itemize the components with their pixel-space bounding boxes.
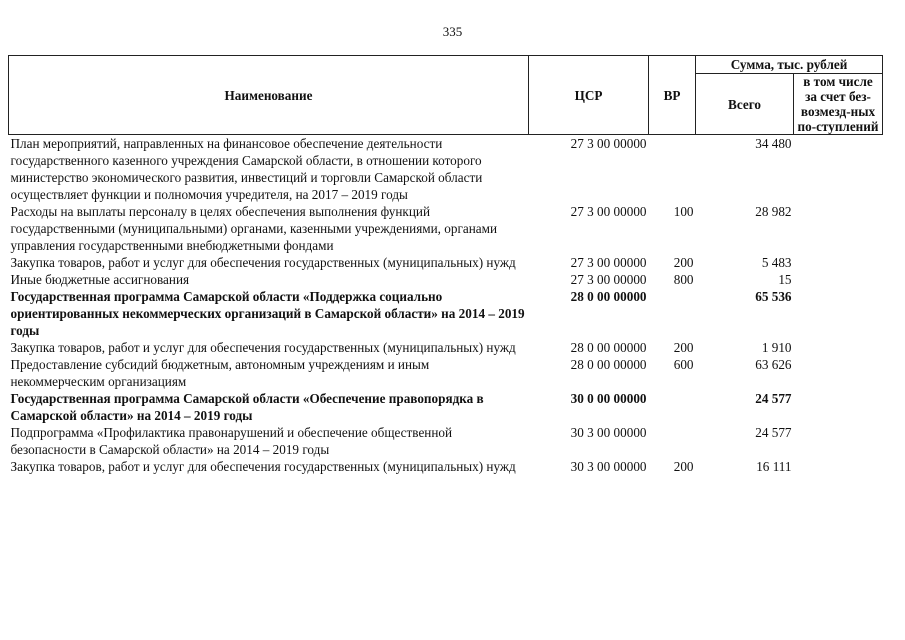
table-body	[9, 135, 883, 476]
table-row	[9, 458, 883, 475]
row-csr: 28 0 00 00000	[570, 289, 647, 304]
row-free	[794, 288, 883, 339]
row-total: 5 483	[761, 255, 792, 270]
row-total: 1 910	[761, 340, 792, 355]
header-csr: ЦСР	[529, 56, 649, 135]
row-vr: 100	[673, 204, 694, 219]
row-vr	[649, 390, 696, 424]
row-total: 65 536	[755, 289, 792, 304]
row-vr: 200	[673, 340, 694, 355]
row-name: Расходы на выплаты персоналу в целях обеспечения выполнения функций государственными (муниципальными) органами, казенными учреждениями, органами управления государственными внебюджетными фондами	[10, 204, 498, 253]
table-header	[9, 56, 883, 135]
table-row	[9, 135, 883, 204]
row-vr	[649, 288, 696, 339]
header-vr: ВР	[649, 56, 696, 135]
row-total: 28 982	[755, 204, 792, 219]
row-total: 34 480	[755, 136, 792, 151]
table-row	[9, 356, 883, 390]
row-free	[794, 254, 883, 271]
row-name: Государственная программа Самарской области «Поддержка социально ориентированных некоммерческих организаций в Самарской области» на 2014 – 2019 годы	[10, 289, 525, 338]
table-row	[9, 390, 883, 424]
row-name: Предоставление субсидий бюджетным, автономным учреждениям и иным некоммерческим организациям	[10, 357, 430, 389]
row-csr: 27 3 00 00000	[570, 255, 647, 270]
row-csr: 28 0 00 00000	[570, 340, 647, 355]
row-total: 63 626	[755, 357, 792, 372]
row-free	[794, 339, 883, 356]
table-row	[9, 203, 883, 254]
row-name: Закупка товаров, работ и услуг для обеспечения государственных (муниципальных) нужд	[10, 340, 516, 355]
row-vr: 200	[673, 255, 694, 270]
table-row	[9, 424, 883, 458]
row-csr: 30 0 00 00000	[570, 391, 647, 406]
row-free	[794, 356, 883, 390]
header-free: в том числе за счет без-возмезд-ных по-ступлений	[794, 74, 883, 135]
row-free	[794, 424, 883, 458]
row-csr: 30 3 00 00000	[570, 425, 647, 440]
row-vr	[649, 135, 696, 204]
row-name: План мероприятий, направленных на финансовое обеспечение деятельности государственного казенного учреждения Самарской области, в отношении которого министерство экономического развития, инвестиций и торговли Самарской области осуществляет функции и полномочия учредителя, на 2017 – 2019 годы	[10, 136, 483, 202]
row-name: Государственная программа Самарской области «Обеспечение правопорядка в Самарской области» на 2014 – 2019 годы	[10, 391, 484, 423]
table-row	[9, 271, 883, 288]
row-name: Иные бюджетные ассигнования	[10, 272, 190, 287]
table-row	[9, 288, 883, 339]
row-total: 24 577	[755, 425, 792, 440]
row-free	[794, 135, 883, 204]
row-total: 15	[778, 272, 792, 287]
row-free	[794, 203, 883, 254]
table-row	[9, 339, 883, 356]
row-vr: 800	[673, 272, 694, 287]
header-total: Всего	[696, 74, 794, 135]
budget-table	[8, 55, 883, 475]
row-vr	[649, 424, 696, 458]
row-vr: 200	[673, 459, 694, 474]
row-total: 16 111	[756, 459, 792, 474]
row-free	[794, 458, 883, 475]
row-free	[794, 271, 883, 288]
row-vr: 600	[673, 357, 694, 372]
row-csr: 27 3 00 00000	[570, 204, 647, 219]
row-total: 24 577	[755, 391, 792, 406]
row-csr: 27 3 00 00000	[570, 272, 647, 287]
row-csr: 27 3 00 00000	[570, 136, 647, 151]
row-name: Закупка товаров, работ и услуг для обеспечения государственных (муниципальных) нужд	[10, 459, 516, 474]
header-name: Наименование	[9, 56, 529, 135]
page-number: 335	[442, 24, 463, 39]
table-row	[9, 254, 883, 271]
row-name: Подпрограмма «Профилактика правонарушений и обеспечение общественной безопасности в Самарской области» на 2014 – 2019 годы	[10, 425, 453, 457]
row-free	[794, 390, 883, 424]
row-csr: 28 0 00 00000	[570, 357, 647, 372]
row-name: Закупка товаров, работ и услуг для обеспечения государственных (муниципальных) нужд	[10, 255, 516, 270]
header-sum: Сумма, тыс. рублей	[696, 56, 883, 74]
row-csr: 30 3 00 00000	[570, 459, 647, 474]
